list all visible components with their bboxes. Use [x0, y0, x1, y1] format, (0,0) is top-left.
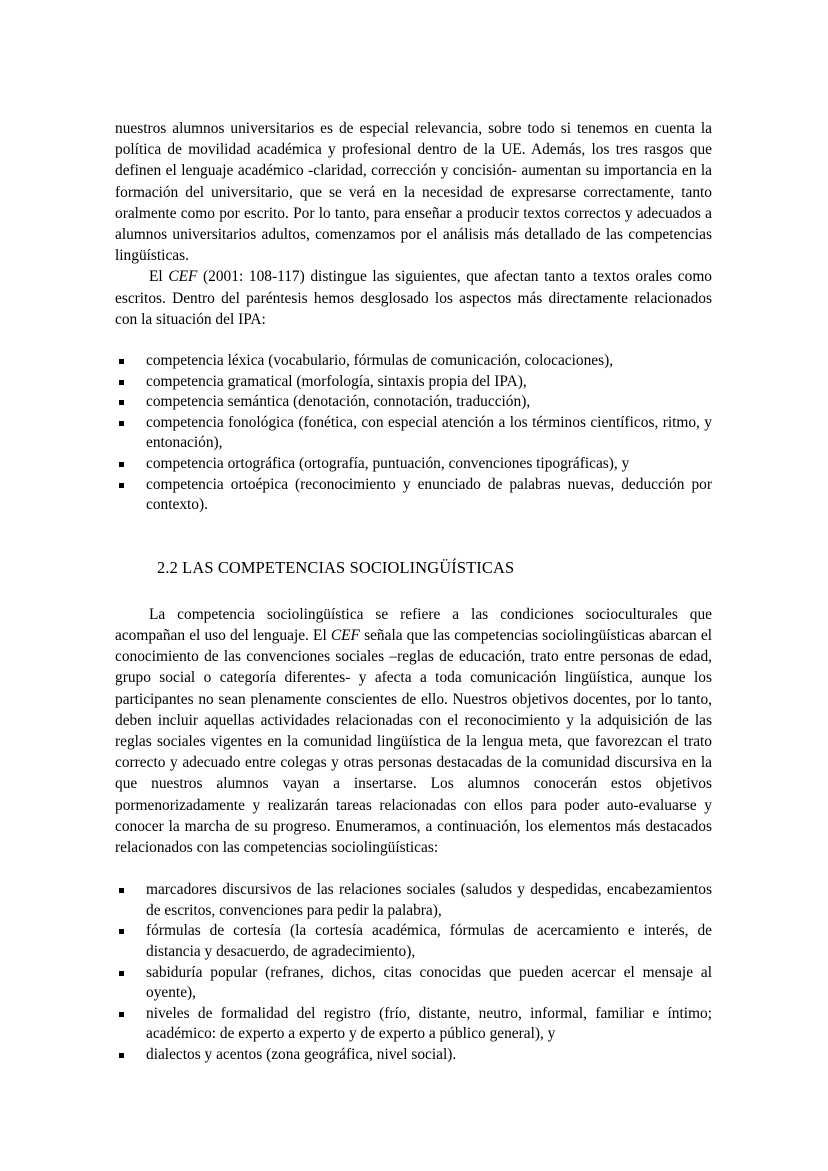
section-heading-2-2: 2.2 LAS COMPETENCIAS SOCIOLINGÜÍSTICAS: [157, 557, 515, 577]
list-item-label: competencia fonológica (fonética, con especial atención a los términos científicos, ritmo, y entonación),: [146, 413, 712, 452]
list-item: [115, 1004, 712, 1045]
list-item: [115, 392, 712, 413]
square-bullet-icon: [119, 462, 124, 467]
square-bullet-icon: [119, 483, 124, 488]
square-bullet-icon: [119, 380, 124, 385]
sociolinguistic-elements-list: [115, 880, 712, 1065]
list-item-label: competencia léxica (vocabulario, fórmulas de comunicación, colocaciones),: [146, 352, 614, 370]
list-item: [115, 454, 712, 475]
list-item-label: sabiduría popular (refranes, dichos, citas conocidas que pueden acercar el mensaje al oyente),: [146, 963, 712, 1002]
list-item: [115, 963, 712, 1004]
list-item-label: marcadores discursivos de las relaciones sociales (saludos y despedidas, encabezamientos de escritos, convenciones para pedir la palabra),: [146, 881, 712, 919]
list-item-label: competencia gramatical (morfología, sintaxis propia del IPA),: [146, 372, 527, 390]
paragraph-sociolinguistic-competence: [115, 604, 712, 858]
paragraph-socio-rest: señala que las competencias sociolingüísticas abarcan el conocimiento de las convenciones sociales –reglas de educación, trato entre personas de edad, grupo social o categoría diferentes- y afecta a toda comunicación lingüística, aunque los participantes no sean plenamente conscientes de ello. Nuestros objetivos docentes, por lo tanto, deben incluir aquellas actividades relacionadas con el reconocimiento y la adquisición de las reglas sociales vigentes en la comunidad lingüística de la lengua meta, que favorezcan el trato correcto y adecuado entre colegas y otras personas destacadas de la comunidad discursiva en la que nuestros alumnos vayan a insertarse. Los alumnos conocerán estos objetivos pormenorizadamente y realizarán tareas relacionadas con ellos para poder auto-evaluarse y conocer la marcha de su progreso. Enumeramos, a continuación, los elementos más destacados relacionados con las competencias sociolingüísticas:: [115, 626, 712, 857]
list-item: [115, 921, 712, 962]
list-item-label: niveles de formalidad del registro (frío, distante, neutro, informal, familiar e íntimo; académico: de experto a experto y de experto a público general), y: [146, 1004, 712, 1043]
square-bullet-icon: [119, 359, 124, 364]
paragraph-cef-lead: El: [149, 268, 169, 286]
paragraph-cef-rest: (2001: 108-117) distingue las siguientes, que afectan tanto a textos orales como escritos. Dentro del paréntesis hemos desglosado los aspectos más directamente relacionados con la situación del IPA:: [115, 268, 712, 328]
square-bullet-icon: [119, 888, 124, 893]
paragraph-socio-lead: La competencia sociolingüística se refiere a las condiciones socioculturales que acompañan el uso del lenguaje. El: [115, 605, 712, 644]
square-bullet-icon: [119, 400, 124, 405]
list-item-label: dialectos y acentos (zona geográfica, nivel social).: [146, 1045, 457, 1063]
list-item: [115, 880, 712, 921]
cef-title-italic: CEF: [330, 626, 360, 644]
list-item-label: competencia ortoépica (reconocimiento y enunciado de palabras nuevas, deducción por contexto).: [146, 475, 712, 514]
page-content: [115, 118, 712, 1066]
cef-title-italic: CEF: [168, 268, 198, 286]
list-item-label: competencia ortográfica (ortografía, puntuación, convenciones tipográficas), y: [146, 455, 630, 472]
list-item: [115, 372, 712, 393]
square-bullet-icon: [119, 971, 124, 976]
spacer: [115, 579, 712, 604]
spacer: [115, 516, 712, 557]
square-bullet-icon: [119, 929, 124, 934]
square-bullet-icon: [119, 1053, 124, 1058]
list-item-label: fórmulas de cortesía (la cortesía académica, fórmulas de acercamiento e interés, de distancia y desacuerdo, de agradecimiento),: [146, 922, 712, 960]
paragraph-continuation: nuestros alumnos universitarios es de especial relevancia, sobre todo si tenemos en cuenta la política de movilidad académica y profesional dentro de la UE. Además, los tres rasgos que definen el lenguaje académico -claridad, corrección y concisión- aumentan su importancia en la formación del universitario, que se verá en la necesidad de expresarse correctamente, tanto oralmente como por escrito. Por lo tanto, para enseñar a producir textos correctos y adecuados a alumnos universitarios adultos, comenzamos por el análisis más detallado de las competencias lingüísticas.: [115, 120, 712, 265]
square-bullet-icon: [119, 421, 124, 426]
linguistic-competences-list: [115, 351, 712, 516]
list-item: [115, 351, 712, 372]
square-bullet-icon: [119, 1012, 124, 1017]
list-item: [115, 1045, 712, 1066]
list-item: [115, 413, 712, 454]
list-item: [115, 475, 712, 516]
paragraph-cef-reference: [115, 266, 712, 330]
list-item-label: competencia semántica (denotación, connotación, traducción),: [146, 393, 531, 411]
